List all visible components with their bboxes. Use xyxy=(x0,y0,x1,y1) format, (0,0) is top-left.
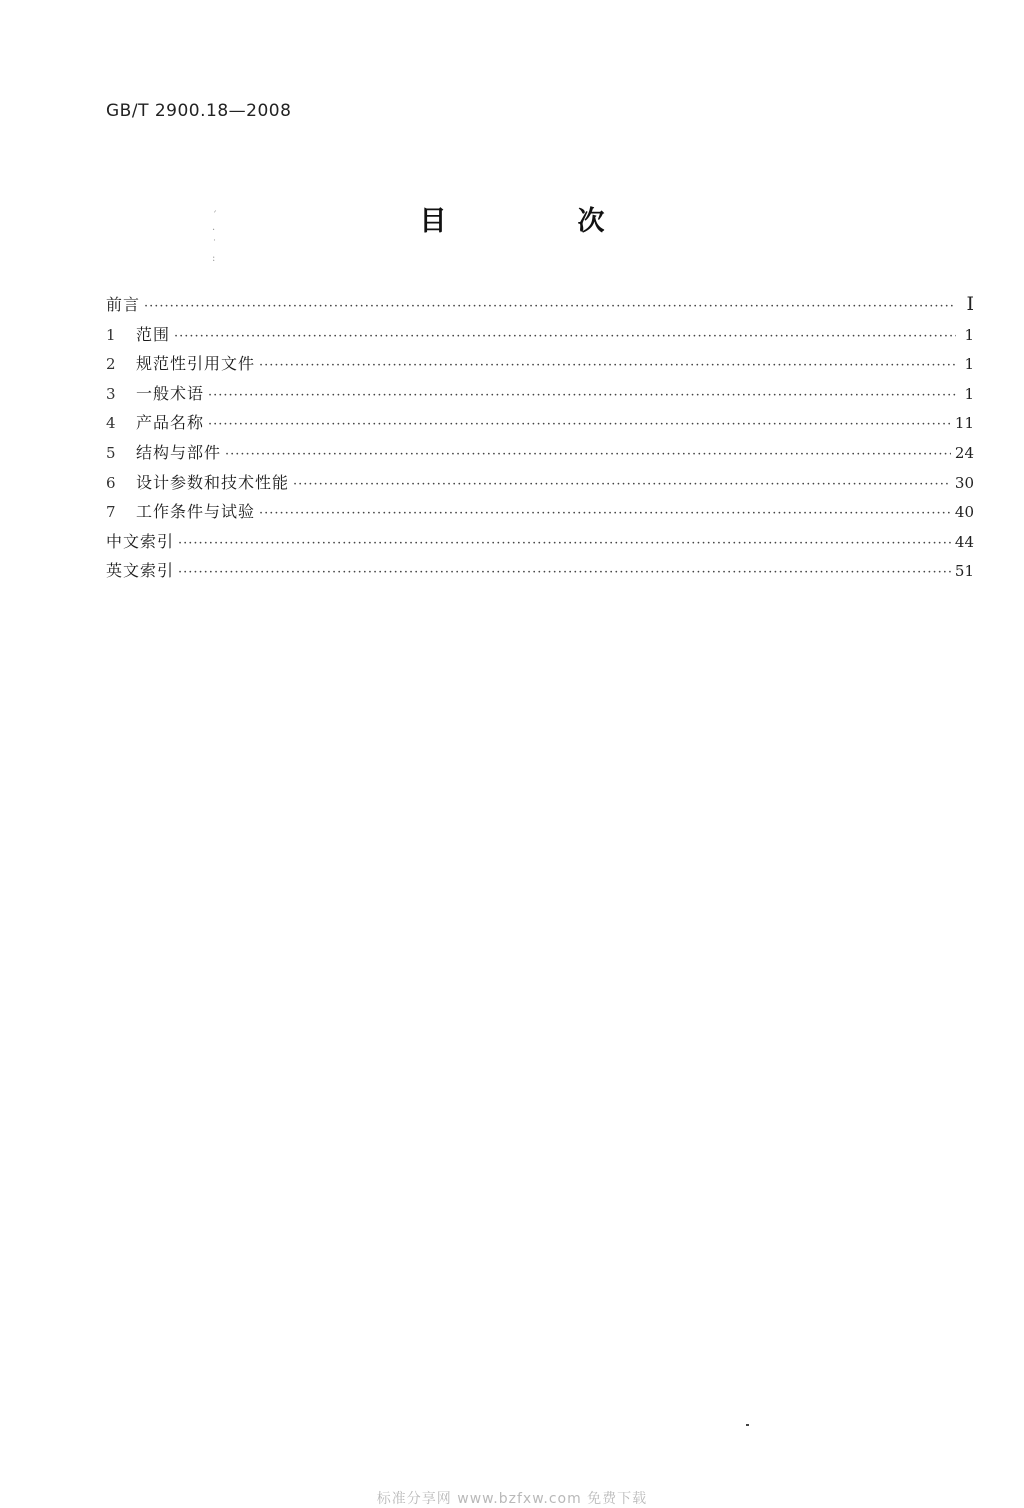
toc-entry[interactable] xyxy=(106,290,974,320)
toc-entry[interactable] xyxy=(106,468,974,498)
toc-entry-page: 40 xyxy=(954,503,974,522)
toc-entry[interactable] xyxy=(106,438,974,468)
toc-entry[interactable] xyxy=(106,379,974,409)
toc-entry[interactable] xyxy=(106,556,974,586)
toc-dot-leader xyxy=(144,292,956,322)
toc-entry-label: 英文索引 xyxy=(106,561,175,581)
toc-entry[interactable] xyxy=(106,497,974,527)
toc-dot-leader xyxy=(225,440,951,470)
toc-entry[interactable] xyxy=(106,349,974,379)
toc-dot-leader xyxy=(208,381,956,411)
toc-entry-number: 2 xyxy=(106,355,116,374)
toc-dot-leader xyxy=(293,470,951,500)
toc-dot-leader xyxy=(259,351,956,381)
toc-entry-number: 7 xyxy=(106,503,116,522)
toc-dot-leader xyxy=(178,529,951,559)
toc-entry-page: 11 xyxy=(954,414,974,433)
page-title: 目 次 xyxy=(419,206,657,237)
toc-entry-number: 5 xyxy=(106,443,116,462)
scan-speck xyxy=(746,1424,749,1426)
toc-entry[interactable] xyxy=(106,527,974,557)
toc-entry-label: 中文索引 xyxy=(106,531,175,551)
toc-entry-label: 结构与部件 xyxy=(136,442,222,462)
toc-dot-leader xyxy=(174,322,956,352)
scan-artifact: ˊ · ˙ : xyxy=(212,211,217,264)
toc-dot-leader xyxy=(259,499,951,529)
toc-entry-label: 一般术语 xyxy=(136,383,205,403)
toc-entry-page: 44 xyxy=(954,532,974,551)
toc-entry-number: 4 xyxy=(106,414,116,433)
toc-entry-page: 1 xyxy=(964,325,974,344)
toc-entry-page: 1 xyxy=(964,384,974,403)
toc-entry-page: 1 xyxy=(964,355,974,374)
toc-entry-label: 前言 xyxy=(106,295,141,314)
toc-entry-label: 工作条件与试验 xyxy=(136,502,256,522)
toc-dot-leader xyxy=(208,410,951,440)
toc-dot-leader xyxy=(178,558,951,588)
table-of-contents xyxy=(106,290,974,586)
toc-entry-page: 24 xyxy=(954,443,974,462)
footer-watermark: 标准分享网 www.bzfxw.com 免费下载 xyxy=(376,1491,648,1507)
toc-entry-label: 范围 xyxy=(136,324,171,344)
toc-entry-number: 3 xyxy=(106,384,116,403)
toc-entry-label: 产品名称 xyxy=(136,413,205,433)
toc-entry[interactable] xyxy=(106,320,974,350)
toc-entry-label: 设计参数和技术性能 xyxy=(136,472,290,492)
toc-entry-page: 51 xyxy=(954,562,974,581)
toc-entry-number: 6 xyxy=(106,473,116,492)
toc-entry-number: 1 xyxy=(106,325,116,344)
toc-entry-label: 规范性引用文件 xyxy=(136,354,256,374)
toc-entry-page: I xyxy=(966,293,974,315)
toc-entry-page: 30 xyxy=(954,473,974,492)
toc-entry[interactable] xyxy=(106,408,974,438)
standard-number: GB/T 2900.18—2008 xyxy=(106,101,292,121)
